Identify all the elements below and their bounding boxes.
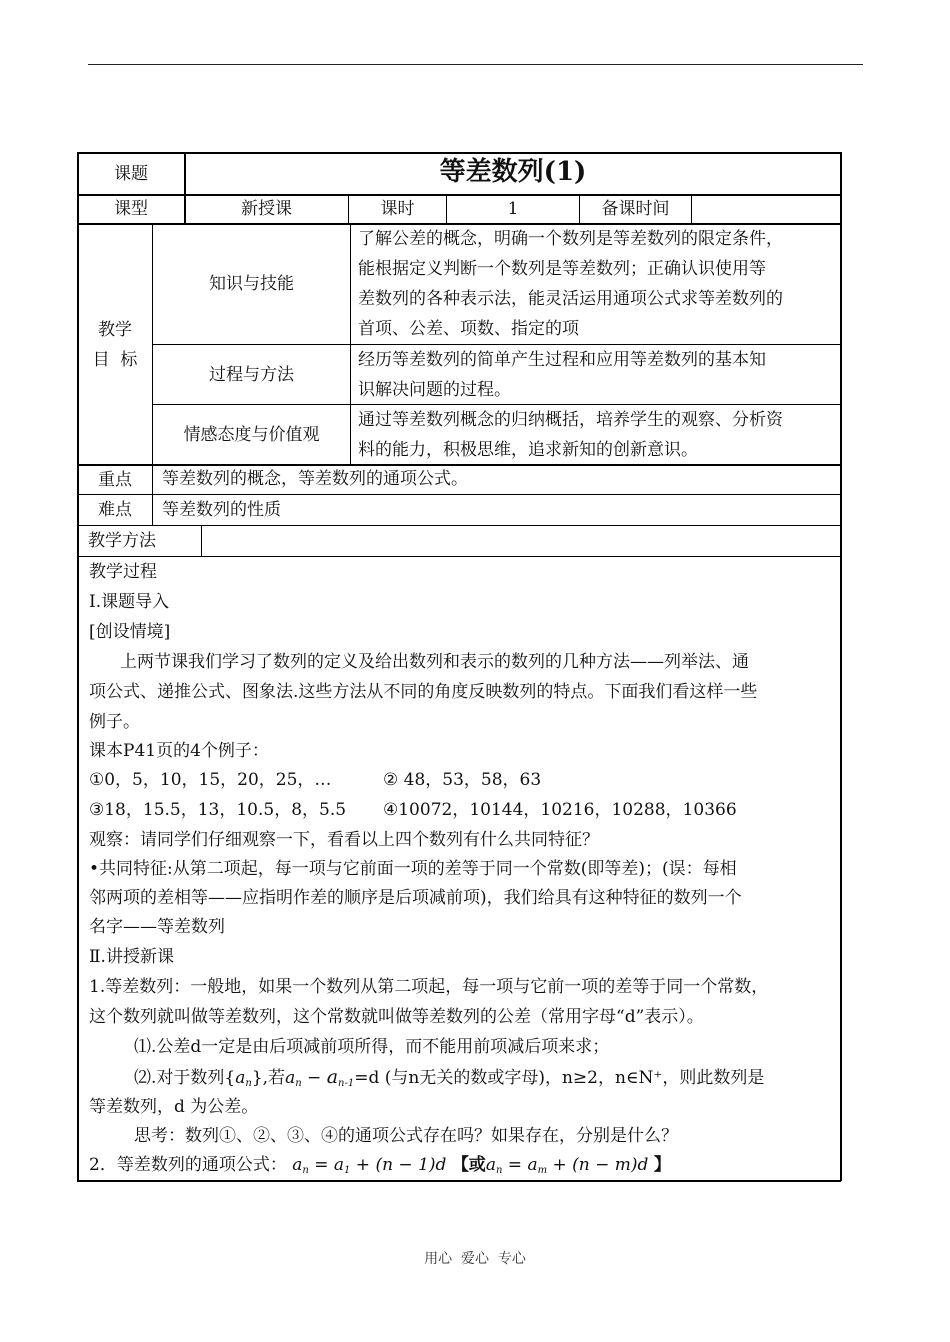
section-new-lesson-heading: Ⅱ.讲授新课 bbox=[89, 947, 174, 967]
process-heading: 教学过程 bbox=[89, 562, 157, 582]
definition-line: 1.等差数列：一般地，如果一个数列从第二项起，每一项与它前一项的差等于同一个常数， bbox=[89, 977, 769, 997]
objective-line: 通过等差数列概念的归纳概括，培养学生的观察、分析资 bbox=[358, 410, 783, 430]
subject-label: 课题 bbox=[114, 163, 148, 184]
intro-paragraph-line: 例子。 bbox=[89, 712, 140, 732]
teaching-method-label: 教学方法 bbox=[88, 531, 156, 551]
lesson-type-label: 课型 bbox=[114, 199, 148, 219]
example-sequence-1: ①0，5，10，15，20，25，… bbox=[89, 770, 332, 790]
formula-main: $a_n = a_1 + (n - 1)d$ bbox=[292, 1155, 447, 1176]
section-intro-heading: Ⅰ.课题导入 bbox=[89, 592, 170, 612]
objective-line: 料的能力，积极思维，追求新知的创新意识。 bbox=[358, 440, 698, 460]
page-title: 等差数列(1) bbox=[439, 156, 587, 187]
intro-paragraph-line: 项公式、递推公式、图象法.这些方法从不同的角度反映数列的特点。下面我们看这样一些 bbox=[89, 682, 758, 702]
example-sequence-3: ③18，15.5，13，10.5，8，5.5 bbox=[89, 800, 347, 820]
objective-attitude-name: 情感态度与价值观 bbox=[183, 424, 320, 445]
think-question: 思考：数列①、②、③、④的通项公式存在吗？如果存在，分别是什么？ bbox=[134, 1126, 678, 1146]
objective-process-text bbox=[358, 345, 838, 405]
key-point-value: 等差数列的概念，等差数列的通项公式。 bbox=[162, 469, 468, 489]
note-2-part: },若 bbox=[251, 1068, 286, 1088]
formula-bracket-open: 【或 bbox=[451, 1155, 486, 1175]
objective-line: 差数列的各种表示法，能灵活运用通项公式求等差数列的 bbox=[358, 289, 783, 309]
objective-knowledge-text bbox=[358, 224, 838, 344]
math-a-n: $a_n$ bbox=[235, 1068, 252, 1089]
prep-time-label: 备课时间 bbox=[601, 199, 670, 219]
note-2-continuation: 等差数列，d 为公差。 bbox=[89, 1097, 259, 1117]
feature-line: 邻两项的差相等——应指明作差的顺序是后项减前项)，我们给具有这种特征的数列一个 bbox=[89, 888, 742, 908]
header-rule bbox=[88, 64, 863, 65]
math-a-n-minus-1: $a_{n-1}$ bbox=[326, 1066, 355, 1089]
general-term-formula bbox=[89, 1150, 671, 1186]
objective-process-name: 过程与方法 bbox=[209, 364, 294, 385]
formula-alt: $a_n = a_m + (n - m)d$ bbox=[485, 1155, 649, 1176]
note-1: ⑴.公差d一定是由后项减前项所得，而不能用前项减后项来求； bbox=[134, 1037, 610, 1057]
example-sequence-4: ④10072，10144，10216，10288，10366 bbox=[383, 800, 737, 820]
key-point-label: 重点 bbox=[98, 469, 132, 490]
prep-time-value bbox=[692, 195, 840, 223]
formula-bracket-close: 】 bbox=[653, 1155, 671, 1175]
objective-line: 经历等差数列的简单产生过程和应用等差数列的基本知 bbox=[358, 350, 766, 370]
definition-line: 这个数列就叫做等差数列，这个常数就叫做等差数列的公差（常用字母“d”表示）。 bbox=[89, 1007, 704, 1027]
objective-knowledge-name: 知识与技能 bbox=[209, 274, 294, 294]
feature-line: 名字——等差数列 bbox=[89, 917, 225, 937]
objective-line: 能根据定义判断一个数列是等差数列；正确认识使用等 bbox=[358, 259, 766, 279]
difficulty-label: 难点 bbox=[98, 500, 132, 520]
scenario-heading: [创设情境] bbox=[89, 622, 171, 642]
objective-attitude-text bbox=[358, 405, 838, 465]
math-a-n: $a_n$ bbox=[285, 1068, 302, 1089]
page-footer: 用心 爱心 专心 bbox=[424, 1251, 526, 1267]
feature-line: •共同特征:从第二项起，每一项与它前面一项的差等于同一个常数(即等差)；(误：每相 bbox=[89, 859, 737, 879]
note-2-part: =d (与n无关的数或字母)，n≥2，n∈N⁺，则此数列是 bbox=[354, 1068, 765, 1088]
minus-sign: − bbox=[301, 1068, 327, 1088]
examples-intro: 课本P41页的4个例子： bbox=[89, 741, 269, 761]
objective-line: 首项、公差、项数、指定的项 bbox=[358, 319, 579, 339]
lesson-type-value: 新授课 bbox=[241, 199, 292, 219]
formula-label: 2．等差数列的通项公式： bbox=[89, 1155, 287, 1175]
objective-line: 了解公差的概念，明确一个数列是等差数列的限定条件， bbox=[358, 229, 783, 249]
objective-line: 识解决问题的过程。 bbox=[358, 380, 511, 400]
class-hours-value: 1 bbox=[507, 199, 519, 219]
objectives-label bbox=[78, 315, 152, 375]
note-2-part: ⑵.对于数列{ bbox=[134, 1068, 236, 1088]
objectives-label-line1: 教学 bbox=[98, 320, 132, 340]
observe-question: 观察：请同学们仔细观察一下，看看以上四个数列有什么共同特征？ bbox=[89, 830, 599, 850]
class-hours-label: 课时 bbox=[380, 199, 415, 219]
difficulty-value: 等差数列的性质 bbox=[162, 500, 281, 520]
objectives-label-line2: 目 标 bbox=[92, 350, 138, 370]
intro-paragraph-line: 上两节课我们学习了数列的定义及给出数列和表示的数列的几种方法——列举法、通 bbox=[120, 652, 749, 672]
example-sequence-2: ② 48，53，58，63 bbox=[383, 770, 542, 790]
